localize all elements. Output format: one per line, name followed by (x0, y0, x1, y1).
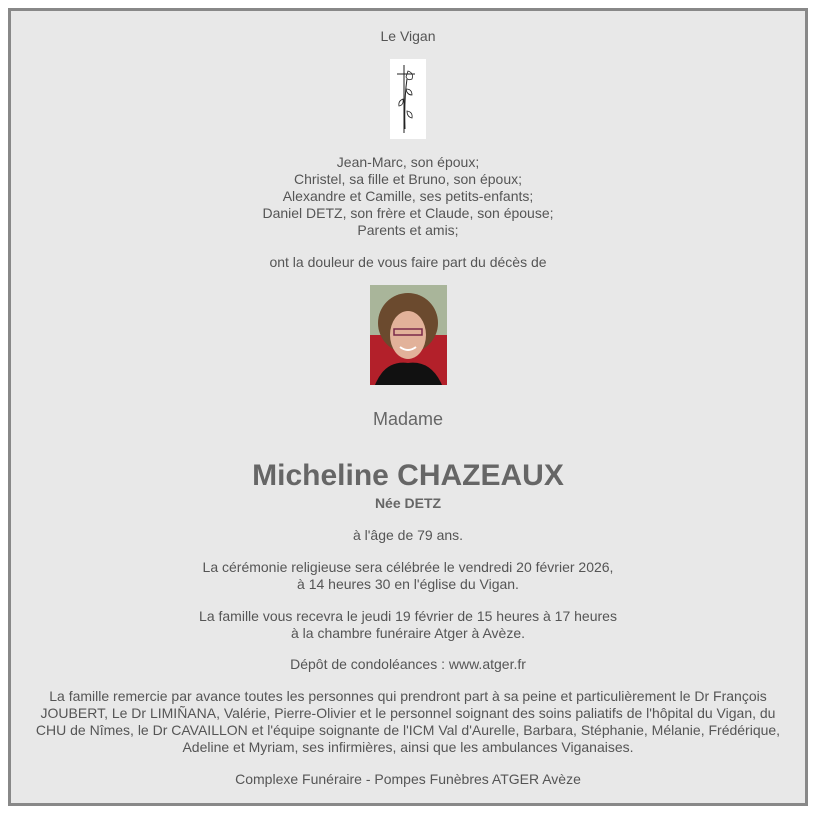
obituary-notice (8, 8, 808, 806)
ceremony-line: La cérémonie religieuse sera célébrée le vendredi 20 février 2026, (202, 559, 614, 575)
thanks-line: La famille remercie par avance toutes les personnes qui prendront part à sa peine et particulièrement le Dr François (49, 688, 767, 704)
thanks-line: Adeline et Myriam, ses infirmières, ainsi que les ambulances Viganaises. (182, 739, 634, 755)
visitation-line: à la chambre funéraire Atger à Avèze. (291, 625, 525, 641)
family-member: Jean-Marc, son époux; (336, 154, 480, 170)
deceased-name: Micheline CHAZEAUX (252, 459, 564, 492)
family-member: Parents et amis; (357, 222, 459, 238)
cross-with-rose-icon (390, 59, 426, 139)
ceremony-line: à 14 heures 30 en l'église du Vigan. (297, 576, 519, 592)
family-list (11, 154, 805, 239)
deceased-photo (370, 285, 447, 385)
visitation-line: La famille vous recevra le jeudi 19 février de 15 heures à 17 heures (199, 608, 617, 624)
thanks (11, 688, 805, 756)
announcement: ont la douleur de vous faire part du décès de (269, 254, 547, 270)
age: à l'âge de 79 ans. (352, 527, 464, 543)
thanks-line: CHU de Nîmes, le Dr CAVAILLON et l'équipe soignante de l'ICM Val d'Aurelle, Barbara, Stéphanie, Mélanie, Frédérique, (35, 722, 781, 738)
footer: Complexe Funéraire - Pompes Funèbres ATGER Avèze (235, 771, 581, 787)
ceremony-info (11, 559, 805, 593)
maiden-name: Née DETZ (374, 495, 442, 511)
location: Le Vigan (380, 28, 436, 44)
family-member: Daniel DETZ, son frère et Claude, son épouse; (262, 205, 554, 221)
title: Madame (372, 409, 444, 429)
visitation-info (11, 608, 805, 642)
thanks-line: JOUBERT, Le Dr LIMIÑANA, Valérie, Pierre-Olivier et le personnel soignant des soins paliatifs de l'hôpital du Vigan, du (40, 705, 776, 721)
condolences: Dépôt de condoléances : www.atger.fr (290, 656, 526, 672)
family-member: Christel, sa fille et Bruno, son époux; (293, 171, 522, 187)
family-member: Alexandre et Camille, ses petits-enfants; (282, 188, 534, 204)
